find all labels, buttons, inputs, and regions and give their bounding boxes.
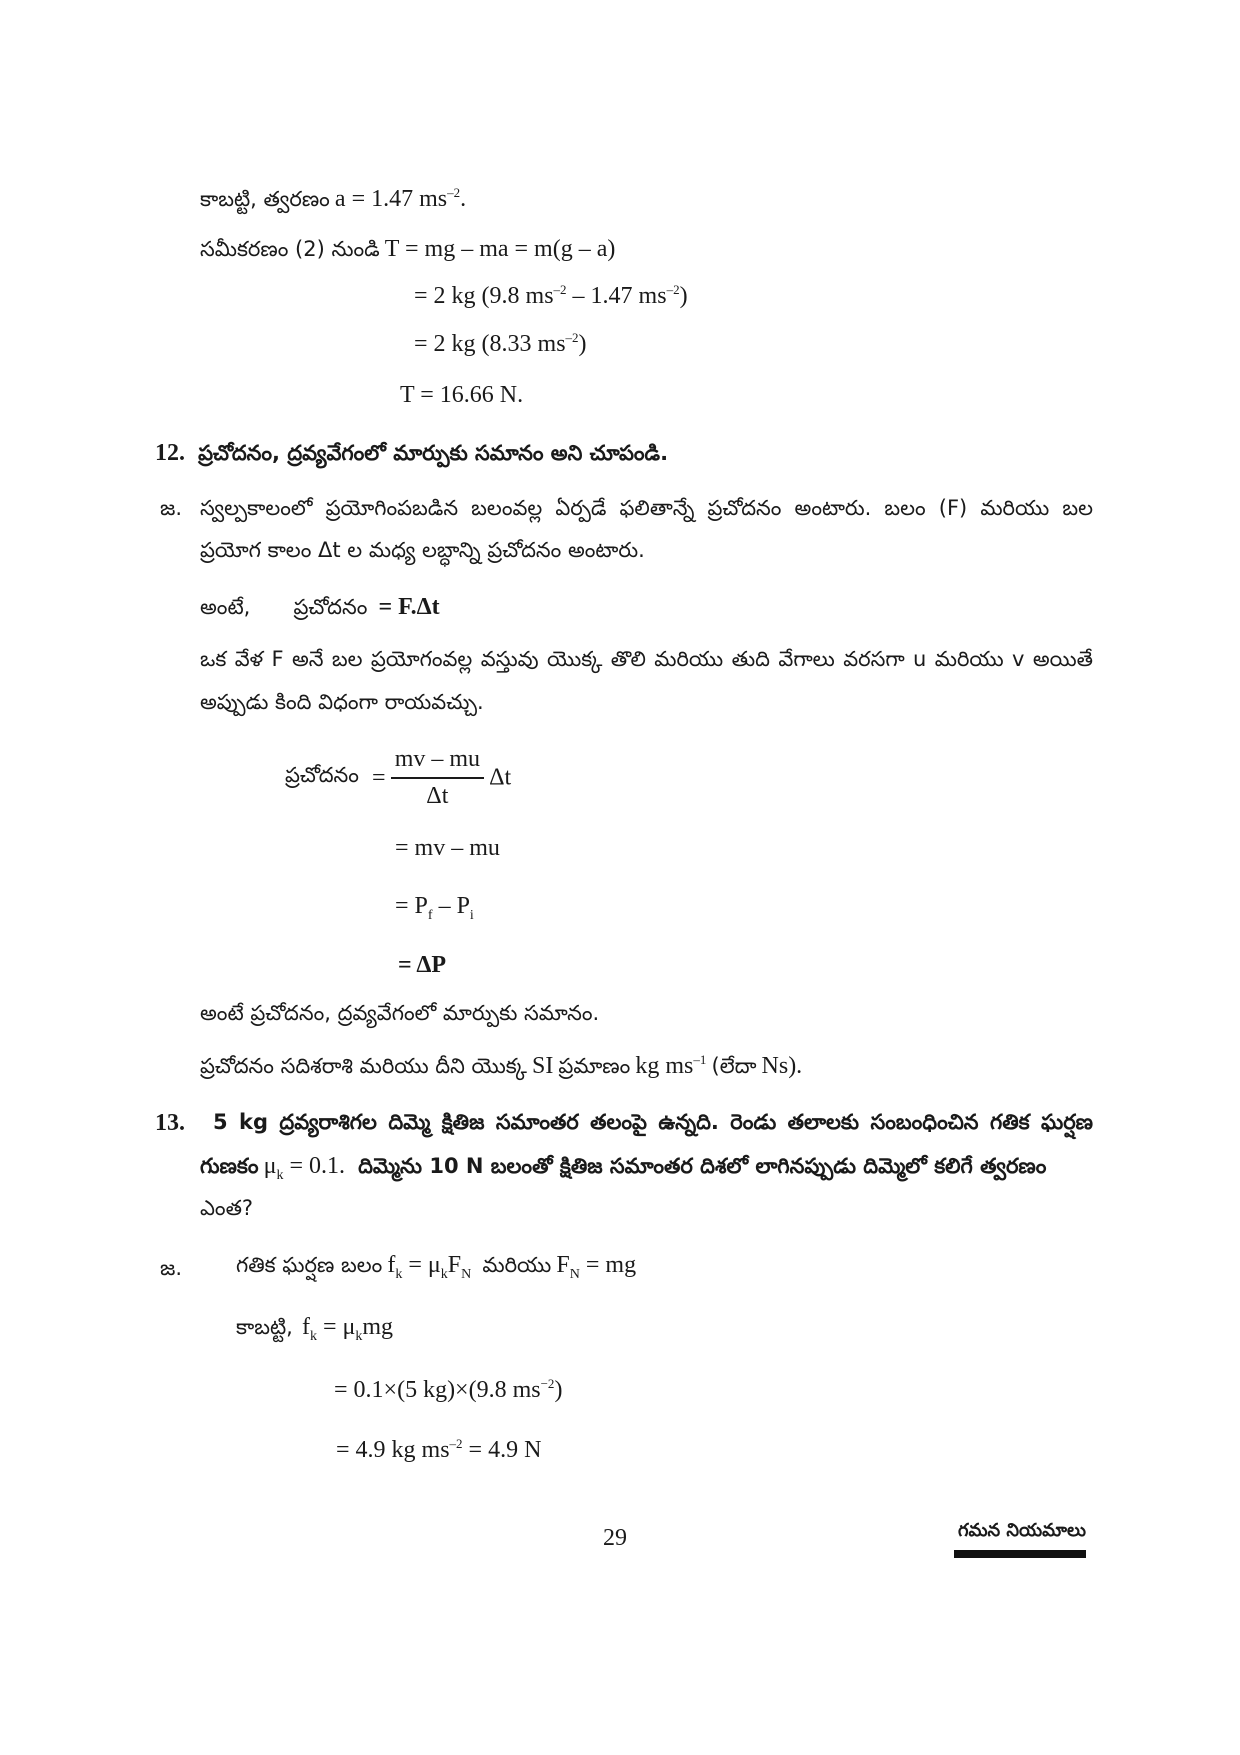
q12-conclusion: అంటే ప్రచోదనం, ద్రవ్యవేగంలో మార్పుకు సమానం. — [200, 1001, 600, 1025]
friction-force-step1: కాబట్టి, $f_k = \mu_kmg$ — [236, 1314, 394, 1344]
question-12: 12. ప్రచోదనం, ద్రవ్యవేగంలో మార్పుకు సమానం అని చూపండి. — [155, 440, 669, 466]
question-13-line1: 5 kg ద్రవ్యరాశిగల దిమ్మె క్షితిజ సమాంతర తలంపై ఉన్నది. రెండు తలాలకు సంబంధించిన గతిక ఘర్షణ — [213, 1110, 1093, 1134]
line-tension-result: T = 16.66 N. — [400, 382, 524, 408]
derivation-step1: = mv – mu — [395, 835, 500, 861]
friction-force-line: గతిక ఘర్షణ బలం $f_k = \mu_kF_N$ మరియు $F_N$ = mg — [236, 1252, 637, 1282]
impulse-fraction: $\frac{mv - mu}{\Delta t}$ — [391, 746, 484, 810]
q12-para2-line2: అప్పుడు కింది విధంగా రాయవచ్చు. — [200, 690, 484, 714]
page-number: 29 — [603, 1525, 627, 1551]
line-tension-step1: = 2 kg (9.8 $ms^{-2} - 1.47$ $ms^{-2}$) — [414, 282, 688, 309]
line-tension-equation: సమీకరణం (2) నుండి T = mg – ma = m(g – a) — [200, 236, 616, 262]
line-tension-step2: = 2 kg (8.33 $ms^{-2}$) — [414, 330, 587, 357]
footer-rule — [954, 1550, 1086, 1558]
q12-para2-line1: ఒక వేళ F అనే బల ప్రయోగంవల్ల వస్తువు యొక్క తొలి మరియు తుది వేగాలు వరసగా u మరియు v అయితే — [200, 647, 1093, 671]
question-13-line3: ఎంత? — [200, 1196, 254, 1220]
impulse-definition: అంటే, ప్రచోదనం = F.Δt — [200, 594, 440, 620]
question-13-number: 13. — [155, 1110, 185, 1136]
line-acceleration: కాబట్టి, త్వరణం a = 1.47 $ms^{-2}$. — [200, 185, 467, 212]
q12-para1-line2: ప్రయోగ కాలం Δt ల మధ్య లబ్ధాన్ని ప్రచోదనం అంటారు. — [200, 538, 645, 562]
q12-unit-line: ప్రచోదనం సదిశరాశి మరియు దీని యొక్క SI ప్రమాణం kg $ms^{-1}$ (లేదా Ns). — [200, 1052, 803, 1079]
friction-force-step3: = 4.9 kg $ms^{-2} = 4.9$ N — [336, 1436, 542, 1463]
q12-para1-line1: స్వల్పకాలంలో ప్రయోగింపబడిన బలంవల్ల ఏర్పడే ఫలితాన్నే ప్రచోదనం అంటారు. బలం (F) మరియు బల — [200, 496, 1093, 520]
impulse-fraction-equation: ప్రచోదనం = $\frac{mv - mu}{\Delta t}$ Δt — [285, 746, 512, 809]
derivation-step2: = $P_f - P_i$ — [395, 893, 474, 923]
answer-label-12: జ. — [160, 496, 183, 520]
friction-force-step2: = 0.1×(5 kg)×(9.8 $ms^{-2}$) — [334, 1376, 563, 1403]
answer-label-13: జ. — [160, 1256, 183, 1280]
derivation-step3: = ΔP — [398, 952, 447, 978]
question-13-line2: గుణకం $\mu_k = 0.1$. దిమ్మెను 10 N బలంతో క్షితిజ సమాంతర దిశలో లాగినప్పుడు దిమ్మెలో కలిగే త్వరణం — [200, 1153, 1047, 1183]
chapter-title: గమన నియమాలు — [957, 1520, 1086, 1541]
